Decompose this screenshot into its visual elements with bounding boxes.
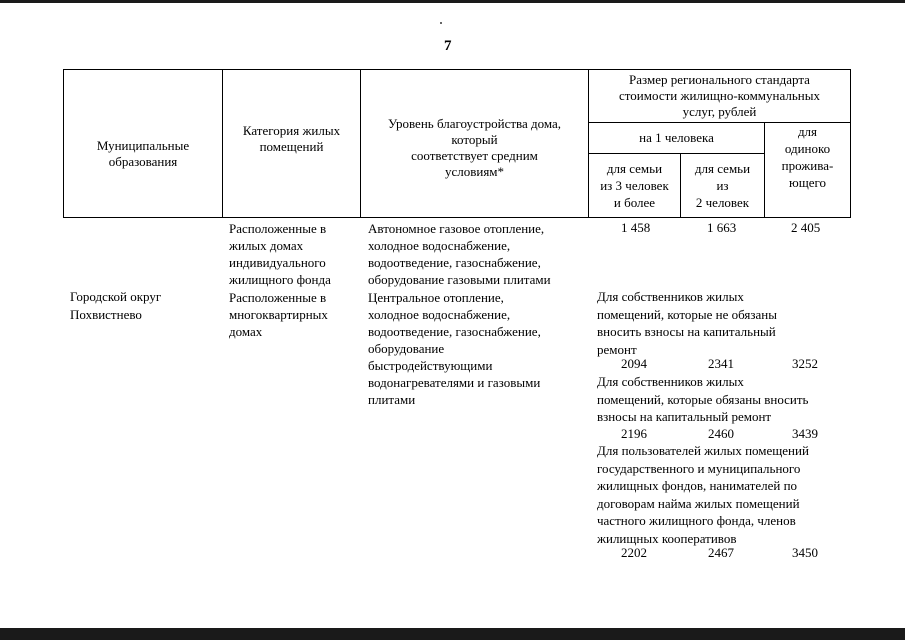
level-central-heating: Центральное отопление, холодное водоснабжение, водоотведение, газоснабжение, оборудование быстродействующими водонагревателями и газовыми плитами [368,290,541,407]
row2-single-value: 3252 [792,356,818,371]
row4-family3-value: 2202 [621,545,647,560]
header-category: Категория жилых помещений [242,122,341,154]
row3-family3-value: 2196 [621,426,647,441]
level-autonomous-gas-heating: Автономное газовое отопление, холодное водоснабжение, водоотведение, газоснабжение, оборудование газовыми плитами [368,221,551,287]
owners-no-capital-repair-note: Для собственников жилых помещений, которые не обязаны вносить взносы на капитальный ремонт [597,289,777,357]
owners-capital-repair-note: Для собственников жилых помещений, которые обязаны вносить взносы на капитальный ремонт [597,374,809,424]
row4-single-value: 3450 [792,545,818,560]
page-number: 7 [444,38,452,54]
header-family2: для семьи из 2 человек [694,161,751,210]
rule [850,69,851,218]
header-municipality: Муниципальные образования [96,137,190,169]
row1-family3-value: 1 458 [621,220,651,235]
header-standard: Размер регионального стандарта стоимости жилищно-коммунальных услуг, рублей [619,72,820,119]
row2-family2-value: 2341 [708,356,734,371]
row1-family2-value: 1 663 [707,220,737,235]
scan-speck [440,22,442,24]
tenants-note: Для пользователей жилых помещений государственного и муниципального жилищных фондов, нанимателей по договорам найма жилых помещений частного жилищного фонда, членов жилищных кооперативов [597,443,809,546]
bottom-border-bar [0,628,905,640]
row2-family3-value: 2094 [621,356,647,371]
municipality-name: Городской округ Похвистнево [70,289,162,322]
rule [63,217,851,218]
row3-family2-value: 2460 [708,426,734,441]
header-family3: для семьи из 3 человек и более [600,161,669,210]
row1-single-value: 2 405 [791,220,821,235]
category-individual-houses: Расположенные в жилых домах индивидуального жилищного фонда [229,221,331,287]
header-single: для одиноко прожива- ющего [781,124,834,190]
header-per-person: на 1 человека [639,130,714,145]
tariff-table-header [63,69,851,218]
top-border-line [0,0,905,3]
category-apartment-buildings: Расположенные в многоквартирных домах [229,290,328,339]
row3-single-value: 3439 [792,426,818,441]
row4-family2-value: 2467 [708,545,734,560]
header-level: Уровень благоустройства дома, который соответствует средним условиям* [387,115,562,179]
